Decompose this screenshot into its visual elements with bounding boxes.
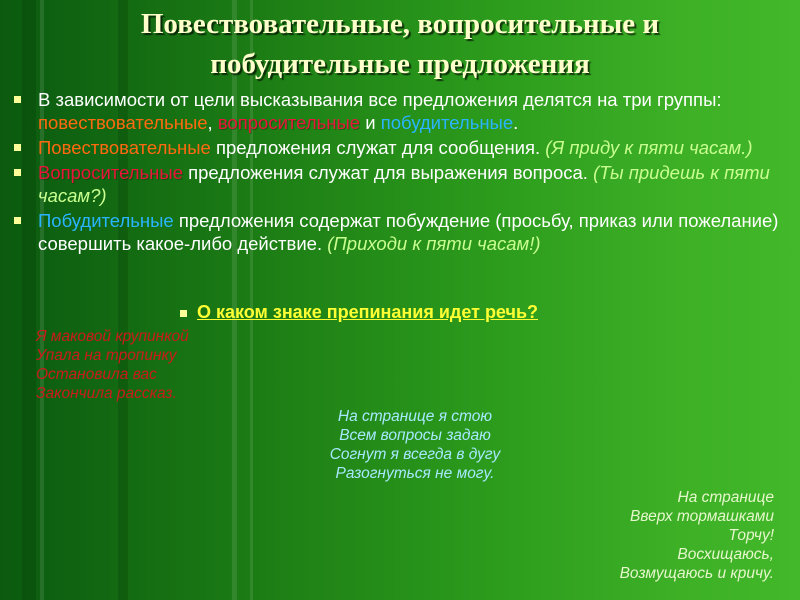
term-question: Вопросительные	[38, 162, 183, 183]
poem-line: Упала на тропинку	[36, 347, 177, 364]
bullet-text: предложения служат для сообщения.	[210, 137, 546, 158]
poem-line: Всем вопросы задаю	[339, 427, 491, 444]
example-text: (Ты придешь к пяти часам?)	[38, 162, 770, 206]
bullet-marker	[180, 310, 187, 317]
bullet-narrative	[10, 136, 785, 159]
riddle-exclamation-mark	[620, 488, 774, 583]
bullet-marker	[14, 144, 21, 151]
bullet-text: предложения содержат побуждение (просьбу, приказ или пожелание) совершить какое-либо действие.	[38, 210, 779, 254]
bullet-marker	[14, 169, 21, 176]
term-imperative: Побудительные	[38, 210, 174, 231]
bullet-text: В зависимости от цели высказывания все предложения делятся на три группы:	[38, 89, 722, 110]
question-prompt	[180, 300, 538, 324]
separator: ,	[207, 112, 218, 133]
bullet-groups	[10, 88, 785, 134]
bullet-imperative	[10, 209, 785, 255]
slide-title-line-2: побудительные предложения	[210, 48, 590, 80]
separator: и	[360, 112, 381, 133]
period: .	[513, 112, 519, 133]
slide-title-line-1: Повествовательные, вопросительные и	[140, 8, 660, 40]
poem-line: На странице	[677, 489, 774, 506]
example-text: (Я приду к пяти часам.)	[545, 137, 753, 158]
poem-line: Закончила рассказ.	[36, 385, 177, 402]
poem-line: Торчу!	[728, 527, 774, 544]
poem-line: Разогнуться не могу.	[335, 465, 495, 482]
poem-line: Я маковой крупинкой	[36, 328, 189, 345]
term-imperative: побудительные	[380, 112, 514, 133]
bullet-text: предложения служат для выражения вопроса.	[182, 162, 594, 183]
bullet-marker	[14, 96, 21, 103]
poem-line: Вверх тормашками	[630, 508, 774, 525]
term-narrative: Повествовательные	[38, 137, 211, 158]
poem-line: Восхищаюсь,	[677, 546, 774, 563]
riddle-period	[36, 327, 189, 403]
bullet-question	[10, 161, 785, 207]
bullet-list	[10, 88, 785, 257]
bullet-marker	[14, 217, 21, 224]
term-question: вопросительные	[217, 112, 361, 133]
riddle-question-mark	[270, 407, 560, 483]
poem-line: Возмущаюсь и кричу.	[619, 565, 774, 582]
example-text: (Приходи к пяти часам!)	[327, 233, 541, 254]
poem-line: Остановила вас	[36, 366, 157, 383]
slide-title	[0, 4, 800, 84]
term-narrative: повествовательные	[38, 112, 208, 133]
question-text: О каком знаке препинания идет речь?	[197, 302, 539, 322]
poem-line: На странице я стою	[337, 408, 493, 425]
poem-line: Согнут я всегда в дугу	[329, 446, 501, 463]
